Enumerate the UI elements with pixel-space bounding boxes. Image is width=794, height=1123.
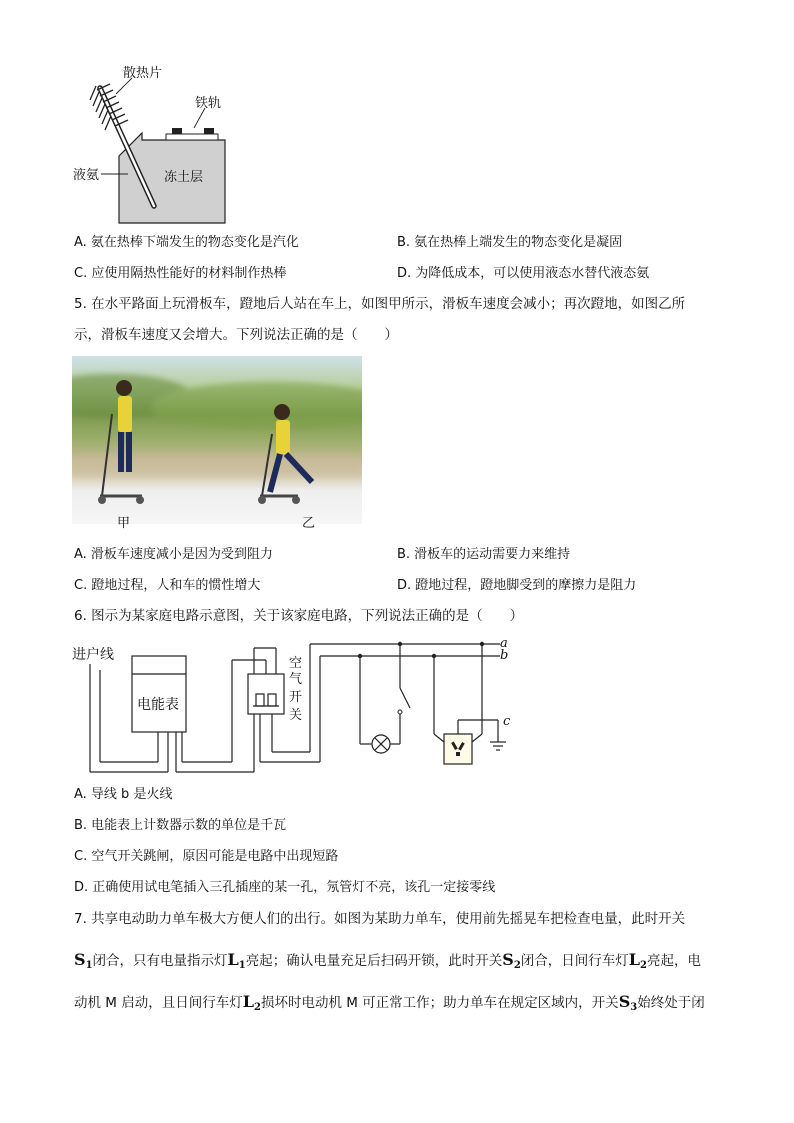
- q5-option-c: C. 蹬地过程，人和车的惯性增大: [74, 578, 261, 593]
- q5-stem-line1: 5. 在水平路面上玩滑板车，蹬地后人站在车上，如图甲所示，滑板车速度会减小；再次蹬地，如图乙所: [74, 296, 686, 312]
- label-switch-1: 空: [289, 656, 303, 671]
- label-switch-3: 开: [289, 690, 303, 705]
- q7-stem-line2: $S_1$闭合，只有电量指示灯$L_1$亮起；确认电量充足后扫码开锁，此时开关$S_2$闭合，日间行车灯$L_2$亮起，电: [74, 950, 701, 971]
- label-switch-4: 关: [289, 708, 303, 723]
- q6-stem: 6. 图示为某家庭电路示意图，关于该家庭电路，下列说法正确的是（ ）: [74, 608, 524, 624]
- label-ammonia: 液氨: [73, 168, 100, 183]
- fins: [90, 84, 128, 130]
- q6-option-d: D. 正确使用试电笔插入三孔插座的某一孔，氖管灯不亮，该孔一定接零线: [74, 880, 496, 895]
- label-fin: 散热片: [123, 66, 163, 81]
- symbol-s1: S: [74, 950, 86, 969]
- label-c: c: [503, 714, 511, 729]
- scooter-photo: [72, 356, 362, 524]
- q7-stem-line1: 7. 共享电动助力单车极大方便人们的出行。如图为某助力单车，使用前先摇晃车把检查电量，此时开关: [74, 911, 686, 927]
- q5-option-d: D. 蹬地过程，蹬地脚受到的摩擦力是阻力: [397, 578, 637, 593]
- symbol-s3: S: [618, 992, 631, 1011]
- label-a: a: [500, 636, 508, 651]
- air-switch: [248, 674, 284, 714]
- label-yi: 乙: [302, 516, 316, 531]
- heat-rod-diagram: [70, 60, 240, 230]
- rail-base: [166, 134, 218, 140]
- rail-left: [172, 128, 182, 134]
- label-inlet: 进户线: [72, 647, 114, 663]
- label-rail: 铁轨: [195, 96, 222, 111]
- symbol-s2: S: [502, 950, 514, 969]
- label-jia: 甲: [117, 516, 131, 531]
- q4-option-c: C. 应使用隔热性能好的材料制作热棒: [74, 266, 287, 281]
- three-hole-socket: [444, 734, 472, 764]
- q4-option-d: D. 为降低成本，可以使用液态水替代液态氨: [397, 266, 650, 281]
- q6-option-c: C. 空气开关跳闸，原因可能是电路中出现短路: [74, 849, 339, 864]
- q7-stem-line3: 动机 M 启动，且日间行车灯$L_2$损坏时电动机 M 可正常工作；助力单车在规定区域内，开关$S_3$始终处于闭: [74, 992, 705, 1013]
- label-switch-2: 气: [289, 672, 303, 687]
- q6-option-b: B. 电能表上计数器示数的单位是千瓦: [74, 818, 287, 833]
- q4-option-b: B. 氨在热棒上端发生的物态变化是凝固: [397, 235, 623, 250]
- q5-option-a: A. 滑板车速度减小是因为受到阻力: [74, 547, 273, 562]
- q5-option-b: B. 滑板车的运动需要力来维持: [397, 547, 571, 562]
- label-b: b: [500, 648, 509, 663]
- symbol-l1: L: [227, 950, 239, 969]
- symbol-l2: L: [628, 950, 641, 969]
- rail-right: [204, 128, 214, 134]
- symbol-l2-b: L: [242, 992, 254, 1011]
- label-frozen-soil: 冻土层: [164, 170, 204, 185]
- q6-option-a: A. 导线 b 是火线: [74, 787, 173, 802]
- q5-stem-line2: 示，滑板车速度又会增大。下列说法正确的是（ ）: [74, 327, 398, 343]
- label-meter: 电能表: [137, 697, 179, 713]
- q4-option-a: A. 氨在热棒下端发生的物态变化是汽化: [74, 235, 299, 250]
